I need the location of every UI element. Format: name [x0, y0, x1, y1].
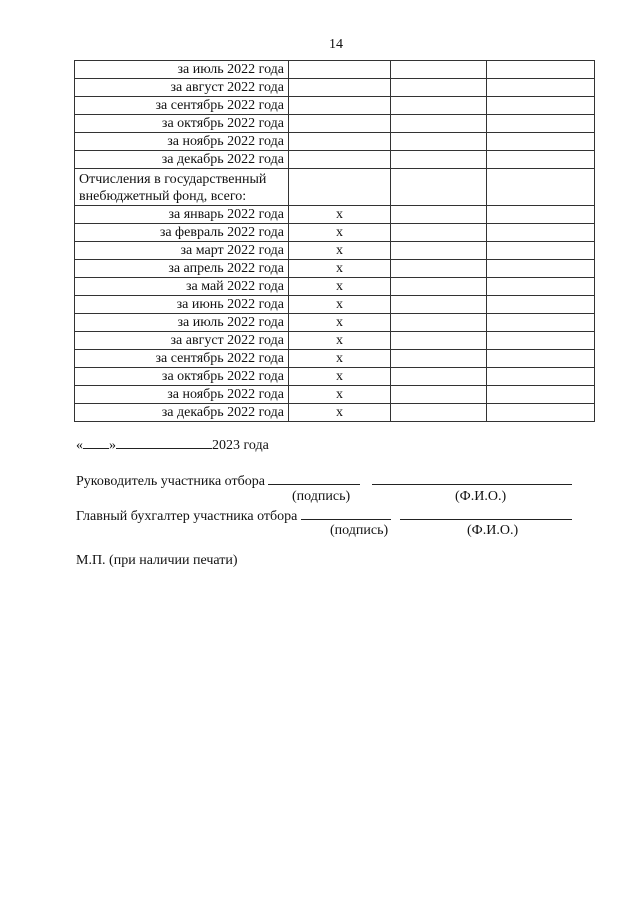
table-row: [75, 404, 595, 422]
not-applicable-mark: x: [289, 296, 391, 314]
table-row: [75, 350, 595, 368]
close-quote: »: [109, 438, 116, 453]
accountant-name-hint: (Ф.И.О.): [467, 523, 519, 538]
page-number: 14: [329, 37, 343, 52]
table-row: [75, 133, 595, 151]
table-row: [75, 368, 595, 386]
table-row: [75, 61, 595, 79]
table-row: [75, 314, 595, 332]
head-signature-blank: [268, 472, 360, 485]
not-applicable-mark: x: [289, 242, 391, 260]
table-row: [75, 97, 595, 115]
period-label: за июль 2022 года: [75, 314, 289, 332]
period-label: за октябрь 2022 года: [75, 368, 289, 386]
day-blank: [83, 436, 109, 449]
not-applicable-mark: x: [289, 224, 391, 242]
section-header-row: [75, 169, 595, 206]
not-applicable-mark: x: [289, 368, 391, 386]
table-row: [75, 242, 595, 260]
table-row: [75, 260, 595, 278]
open-quote: «: [76, 438, 83, 453]
head-name-hint: (Ф.И.О.): [455, 489, 507, 504]
not-applicable-mark: x: [289, 350, 391, 368]
table-row: [75, 79, 595, 97]
chief-accountant-label: Главный бухгалтер участника отбора: [76, 509, 298, 524]
period-label: за ноябрь 2022 года: [75, 133, 289, 151]
table-row: [75, 206, 595, 224]
head-label: Руководитель участника отбора: [76, 474, 265, 489]
period-label: за октябрь 2022 года: [75, 115, 289, 133]
accountant-name-blank: [400, 507, 572, 520]
not-applicable-mark: x: [289, 332, 391, 350]
table-row: [75, 332, 595, 350]
period-label: за сентябрь 2022 года: [75, 350, 289, 368]
table-row: [75, 115, 595, 133]
not-applicable-mark: x: [289, 278, 391, 296]
report-table: [74, 60, 595, 422]
period-label: за сентябрь 2022 года: [75, 97, 289, 115]
table-row: [75, 296, 595, 314]
section-label: Отчисления в государственный внебюджетный фонд, всего:: [75, 169, 289, 206]
period-label: за февраль 2022 года: [75, 224, 289, 242]
not-applicable-mark: x: [289, 314, 391, 332]
year-text: 2023 года: [212, 438, 269, 453]
table-row: [75, 151, 595, 169]
period-label: за май 2022 года: [75, 278, 289, 296]
table-row: [75, 224, 595, 242]
period-label: за ноябрь 2022 года: [75, 386, 289, 404]
period-label: за апрель 2022 года: [75, 260, 289, 278]
table-row: [75, 278, 595, 296]
period-label: за март 2022 года: [75, 242, 289, 260]
date-line: [76, 436, 269, 454]
table-row: [75, 386, 595, 404]
period-label: за август 2022 года: [75, 79, 289, 97]
not-applicable-mark: x: [289, 404, 391, 422]
period-label: за январь 2022 года: [75, 206, 289, 224]
accountant-signature-hint: (подпись): [330, 523, 389, 538]
head-name-blank: [372, 472, 572, 485]
stamp-note: М.П. (при наличии печати): [76, 553, 238, 568]
period-label: за декабрь 2022 года: [75, 404, 289, 422]
not-applicable-mark: x: [289, 260, 391, 278]
period-label: за июнь 2022 года: [75, 296, 289, 314]
month-blank: [116, 436, 212, 449]
not-applicable-mark: x: [289, 386, 391, 404]
period-label: за июль 2022 года: [75, 61, 289, 79]
head-signature-line: [76, 472, 572, 490]
head-signature-hint: (подпись): [292, 489, 351, 504]
not-applicable-mark: x: [289, 206, 391, 224]
accountant-signature-blank: [301, 507, 391, 520]
period-label: за декабрь 2022 года: [75, 151, 289, 169]
period-label: за август 2022 года: [75, 332, 289, 350]
